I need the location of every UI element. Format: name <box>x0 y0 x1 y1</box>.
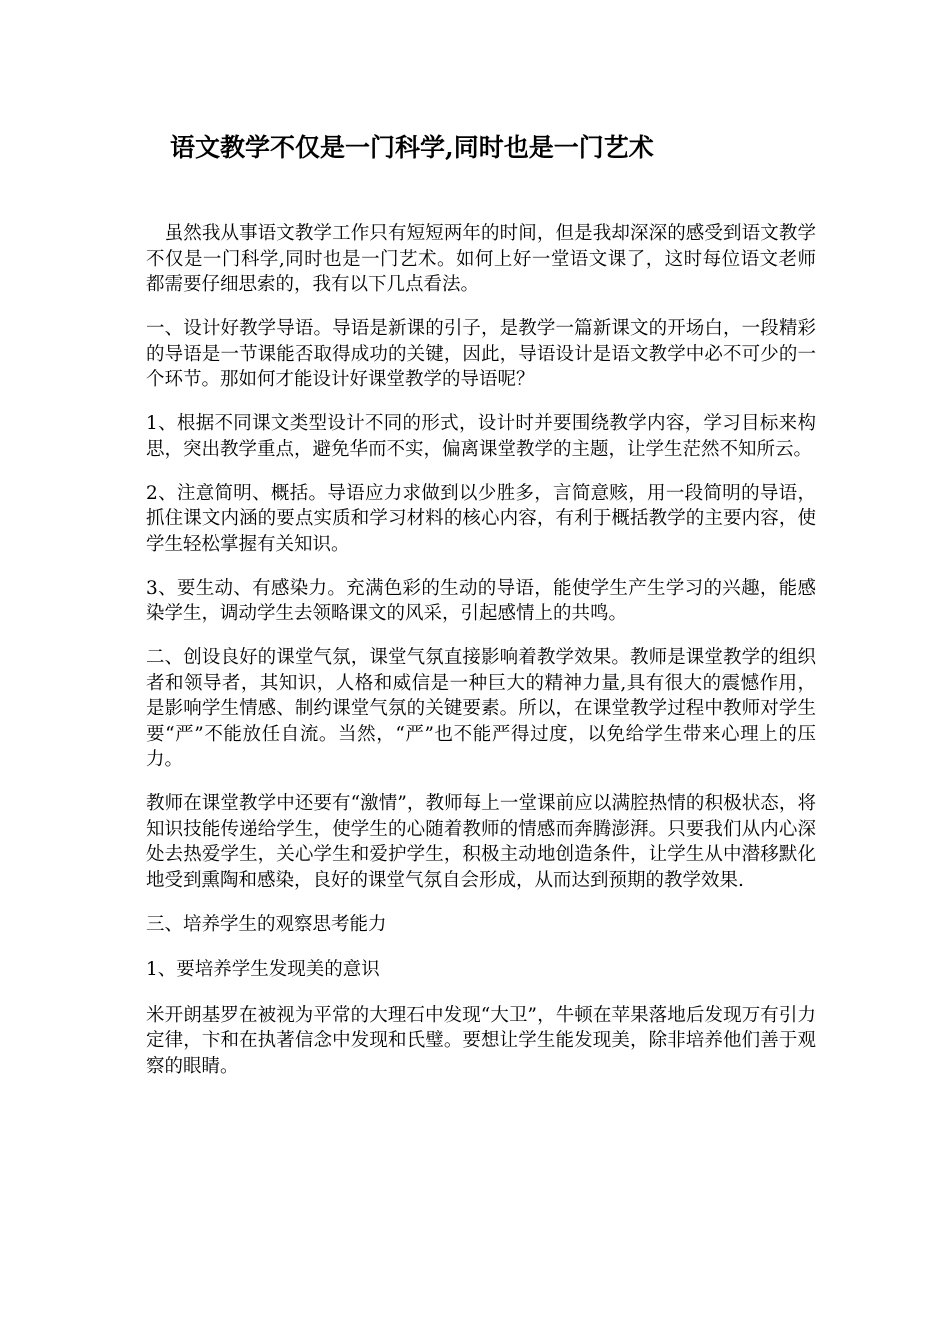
paragraph-point-1-1: 1、根据不同课文类型设计不同的形式，设计时并要围绕教学内容，学习目标来构思，突出教学重点，避免华而不实，偏离课堂教学的主题，让学生茫然不知所云。 <box>146 413 816 460</box>
document-body <box>146 221 816 1098</box>
paragraph-section-3-heading: 三、培养学生的观察思考能力 <box>146 913 387 935</box>
paragraph-point-3-1-heading: 1、要培养学生发现美的意识 <box>146 959 380 980</box>
paragraph-section-2-passion: 教师在课堂教学中还要有“激情”，教师每上一堂课前应以满腔热情的积极状态，将知识技能传递给学生，使学生的心随着教师的情感而奔腾澎湃。只要我们从内心深处去热爱学生，关心学生和爱护学生，积极主动地创造条件，让学生从中潜移默化地受到熏陶和感染，良好的课堂气氛自会形成，从而达到预期的教学效果. <box>146 793 816 891</box>
paragraph-point-3-1-body: 米开朗基罗在被视为平常的大理石中发现“大卫”，牛顿在苹果落地后发现万有引力定律，卞和在执著信念中发现和氏璧。要想让学生能发现美，除非培养他们善于观察的眼睛。 <box>146 1004 816 1077</box>
paragraph-section-1: 一、设计好教学导语。导语是新课的引子，是教学一篇新课文的开场白，一段精彩的导语是一节课能否取得成功的关键，因此，导语设计是语文教学中必不可少的一个环节。那如何才能设计好课堂教学的导语呢？ <box>146 318 816 390</box>
paragraph-intro: 虽然我从事语文教学工作只有短短两年的时间，但是我却深深的感受到语文教学不仅是一门科学,同时也是一门艺术。如何上好一堂语文课了，这时每位语文老师都需要仔细思索的，我有以下几点看法。 <box>146 223 816 295</box>
document-title: 语文教学不仅是一门科学,同时也是一门艺术 <box>170 133 654 162</box>
paragraph-point-1-2: 2、注意简明、概括。导语应力求做到以少胜多，言简意赅，用一段简明的导语，抓住课文内涵的要点实质和学习材料的核心内容，有利于概括教学的主要内容，使学生轻松掌握有关知识。 <box>146 482 816 555</box>
paragraph-section-2: 二、创设良好的课堂气氛，课堂气氛直接影响着教学效果。教师是课堂教学的组织者和领导者，其知识，人格和威信是一种巨大的精神力量,具有很大的震憾作用，是影响学生情感、制约课堂气氛的关键要素。所以，在课堂教学过程中教师对学生要“严”不能放任自流。当然，“严”也不能严得过度，以免给学生带来心理上的压力。 <box>146 647 816 770</box>
paragraph-point-1-3: 3、要生动、有感染力。充满色彩的生动的导语，能使学生产生学习的兴趣，能感染学生，调动学生去领略课文的风采，引起感情上的共鸣。 <box>146 577 816 624</box>
